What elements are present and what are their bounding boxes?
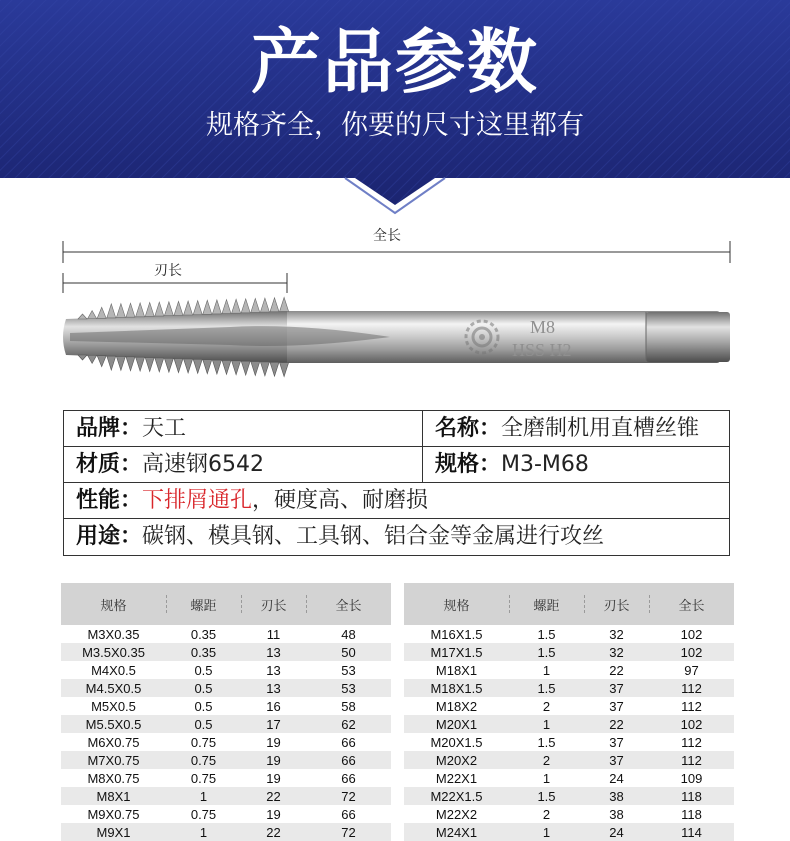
cell-overall-length: 53 [306, 679, 391, 697]
cell-overall-length: 62 [306, 715, 391, 733]
brand-key: 品牌： [76, 416, 143, 441]
cell-pitch: 1.5 [509, 643, 584, 661]
brand-field [64, 411, 186, 446]
cell-pitch: 1 [166, 823, 241, 841]
material-key: 材质： [76, 452, 143, 477]
performance-highlight: 下排屑通孔 [142, 488, 253, 513]
table-row [61, 661, 391, 679]
cell-spec: M5X0.5 [91, 698, 136, 714]
table-row [404, 715, 734, 733]
brand-value: 天工 [142, 416, 187, 441]
name-value: 全磨制机用直槽丝锥 [501, 416, 700, 441]
cell-pitch: 0.75 [166, 751, 241, 769]
cell-spec: M22X1 [435, 770, 478, 786]
cell-spec: M20X1 [404, 715, 509, 733]
spec-row-material [64, 447, 729, 483]
table-row [404, 823, 734, 841]
size-table-right [404, 583, 734, 841]
cell-spec: M16X1.5 [430, 626, 483, 642]
cell-flute-length: 13 [241, 679, 306, 697]
cell-overall-length: 66 [306, 751, 391, 769]
cell-pitch: 1 [509, 823, 584, 841]
cell-flute-length: 37 [609, 734, 624, 750]
cell-flute-length: 37 [584, 679, 649, 697]
table-row [404, 661, 734, 679]
cell-spec: M8X0.75 [87, 770, 140, 786]
performance-key: 性能： [76, 488, 143, 513]
table-row [61, 805, 391, 823]
cell-overall-length: 72 [306, 787, 391, 805]
table-row [61, 697, 391, 715]
cell-pitch: 0.35 [190, 626, 217, 642]
tap-drawing [0, 215, 790, 405]
cell-spec: M18X2 [435, 698, 478, 714]
table-row [61, 823, 391, 841]
cell-overall-length: 109 [680, 770, 703, 786]
cell-spec: M20X1.5 [430, 734, 483, 750]
header-banner [0, 0, 790, 215]
spec-row-usage [64, 519, 729, 555]
cell-overall-length: 112 [681, 734, 702, 750]
cell-overall-length: 102 [680, 626, 703, 642]
table-row [61, 715, 391, 733]
size-table-left [61, 583, 391, 841]
header-flute-length: 刃长 [584, 583, 649, 625]
cell-spec: M5.5X0.5 [61, 715, 166, 733]
cell-flute-length: 16 [266, 698, 281, 714]
table-row [404, 679, 734, 697]
cell-flute-length: 37 [609, 698, 624, 714]
flute-length-label: 刃长 [154, 263, 182, 279]
cell-flute-length: 13 [241, 643, 306, 661]
cell-pitch: 1.5 [537, 734, 556, 750]
header-overall-length: 全长 [306, 583, 391, 625]
cell-overall-length: 112 [681, 698, 702, 714]
cell-pitch: 2 [542, 698, 551, 714]
cell-overall-length: 53 [341, 662, 356, 678]
cell-pitch: 1 [542, 770, 551, 786]
cell-pitch: 0.35 [166, 643, 241, 661]
cell-flute-length: 24 [609, 770, 624, 786]
table-header-row [61, 583, 391, 625]
page-title: 产品参数 [251, 21, 539, 103]
cell-flute-length: 38 [609, 806, 624, 822]
cell-pitch: 1 [509, 715, 584, 733]
cell-spec: M3.5X0.35 [61, 643, 166, 661]
cell-spec: M7X0.75 [61, 751, 166, 769]
header-overall-length: 全长 [649, 583, 734, 625]
cell-pitch: 0.5 [166, 679, 241, 697]
cell-overall-length: 102 [649, 715, 734, 733]
cell-flute-length: 11 [266, 626, 281, 642]
table-row [404, 769, 734, 787]
cell-flute-length: 22 [584, 715, 649, 733]
tool-marking-material: HSS H2 [512, 340, 572, 360]
cell-flute-length: 37 [584, 751, 649, 769]
spec-value: M3-M68 [501, 452, 589, 477]
spec-key: 规格： [435, 452, 502, 477]
cell-overall-length: 118 [681, 806, 702, 822]
cell-flute-length: 19 [266, 806, 281, 822]
cell-spec: M6X0.75 [87, 734, 140, 750]
cell-flute-length: 22 [241, 823, 306, 841]
table-row [404, 805, 734, 823]
cell-spec: M8X1 [61, 787, 166, 805]
table-header-row [404, 583, 734, 625]
overall-length-label: 全长 [373, 228, 401, 244]
table-row [61, 787, 391, 805]
cell-flute-length: 19 [266, 734, 281, 750]
cell-flute-length: 22 [241, 787, 306, 805]
table-row [404, 751, 734, 769]
cell-overall-length: 66 [341, 806, 356, 822]
cell-pitch: 2 [542, 806, 551, 822]
cell-pitch: 0.75 [190, 806, 217, 822]
cell-overall-length: 66 [341, 734, 356, 750]
cell-spec: M22X1.5 [404, 787, 509, 805]
cell-overall-length: 48 [341, 626, 356, 642]
cell-overall-length: 97 [684, 662, 699, 678]
material-value: 高速钢6542 [142, 452, 265, 477]
performance-rest: ，硬度高、耐磨损 [252, 488, 429, 513]
table-row [61, 625, 391, 643]
cell-overall-length: 118 [649, 787, 734, 805]
cell-pitch: 1 [166, 787, 241, 805]
cell-spec: M4.5X0.5 [61, 679, 166, 697]
cell-spec: M3X0.35 [87, 626, 140, 642]
table-row [61, 643, 391, 661]
cell-overall-length: 50 [306, 643, 391, 661]
cell-overall-length: 58 [341, 698, 356, 714]
cell-flute-length: 17 [241, 715, 306, 733]
spec-field [422, 447, 589, 482]
cell-pitch: 2 [509, 751, 584, 769]
cell-flute-length: 32 [609, 626, 624, 642]
cell-pitch: 0.75 [190, 770, 217, 786]
cell-overall-length: 72 [306, 823, 391, 841]
cell-flute-length: 13 [266, 662, 281, 678]
tap-dimension-diagram [0, 215, 790, 405]
table-row [61, 769, 391, 787]
cell-spec: M18X1 [435, 662, 478, 678]
header-pitch: 螺距 [166, 583, 241, 625]
cell-overall-length: 66 [341, 770, 356, 786]
cell-overall-length: 114 [649, 823, 734, 841]
cell-spec: M18X1.5 [404, 679, 509, 697]
name-key: 名称： [435, 416, 502, 441]
cell-pitch: 0.5 [194, 698, 213, 714]
cell-pitch: 1.5 [509, 679, 584, 697]
table-row [404, 787, 734, 805]
spec-row-performance [64, 483, 729, 519]
usage-key: 用途： [76, 524, 143, 549]
header-spec: 规格 [61, 583, 166, 625]
name-field [422, 411, 699, 446]
cell-spec: M9X0.75 [87, 806, 140, 822]
cell-flute-length: 19 [241, 751, 306, 769]
cell-spec: M4X0.5 [91, 662, 136, 678]
cell-flute-length: 38 [584, 787, 649, 805]
cell-pitch: 1.5 [509, 787, 584, 805]
cell-spec: M9X1 [61, 823, 166, 841]
cell-flute-length: 19 [266, 770, 281, 786]
performance-field [64, 483, 428, 518]
table-row [61, 733, 391, 751]
table-row [404, 697, 734, 715]
header-spec: 规格 [404, 583, 509, 625]
table-row [404, 643, 734, 661]
table-row [404, 733, 734, 751]
cell-spec: M20X2 [404, 751, 509, 769]
usage-value: 碳钢、模具钢、工具钢、铝合金等金属进行攻丝 [142, 524, 605, 549]
cell-overall-length: 112 [649, 679, 734, 697]
cell-flute-length: 24 [584, 823, 649, 841]
cell-pitch: 1.5 [537, 626, 556, 642]
header-flute-length: 刃长 [241, 583, 306, 625]
cell-flute-length: 22 [609, 662, 624, 678]
table-row [61, 751, 391, 769]
cell-spec: M17X1.5 [404, 643, 509, 661]
table-row [404, 625, 734, 643]
cell-pitch: 0.75 [190, 734, 217, 750]
tool-marking-size: M8 [530, 317, 556, 337]
cell-pitch: 1 [542, 662, 551, 678]
material-field [64, 447, 264, 482]
cell-overall-length: 112 [649, 751, 734, 769]
cell-flute-length: 32 [584, 643, 649, 661]
cell-pitch: 0.5 [194, 662, 213, 678]
spec-summary-box [63, 410, 730, 556]
cell-overall-length: 102 [649, 643, 734, 661]
table-row [61, 679, 391, 697]
page-subtitle: 规格齐全，你要的尺寸这里都有 [206, 110, 584, 141]
header-pitch: 螺距 [509, 583, 584, 625]
cell-pitch: 0.5 [166, 715, 241, 733]
cell-spec: M22X2 [435, 806, 478, 822]
usage-field [64, 519, 604, 554]
spec-row-brand [64, 411, 729, 447]
cell-spec: M24X1 [404, 823, 509, 841]
